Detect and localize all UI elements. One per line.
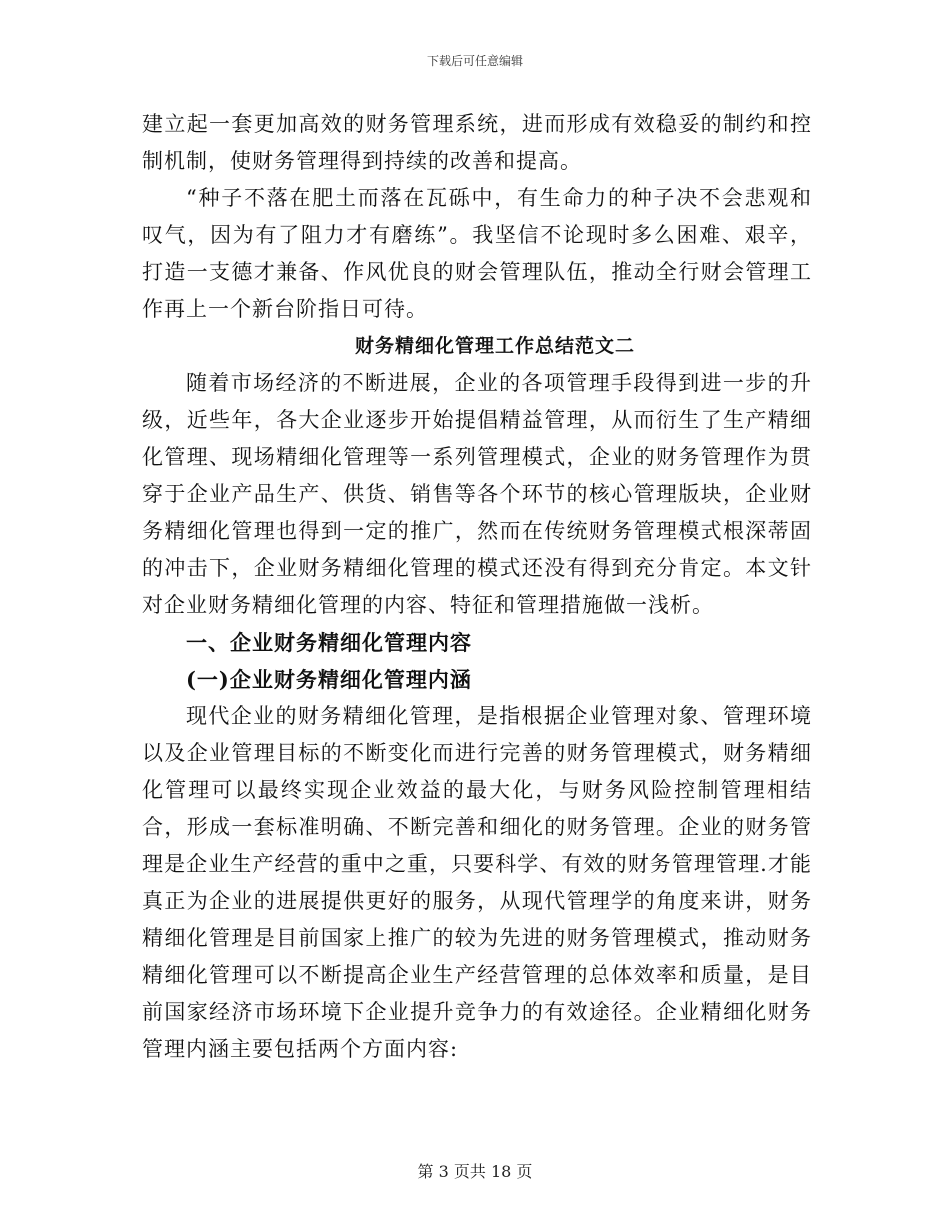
- heading-level-2: (一)企业财务精细化管理内涵: [186, 667, 472, 692]
- paragraph-continuation: 建立起一套更加高效的财务管理系统，进而形成有效稳妥的制约和控制机制，使财务管理得到持续的改善和提高。: [142, 112, 812, 173]
- document-body: [142, 106, 812, 1068]
- paragraph-quote: “种子不落在肥土而落在瓦砾中，有生命力的种子决不会悲观和叹气，因为有了阻力才有磨练”。我坚信不论现时多么困难、艰辛，打造一支德才兼备、作风优良的财会管理队伍，推动全行财会管理工作再上一个新台阶指日可待。: [142, 186, 812, 321]
- paragraph-definition: 现代企业的财务精细化管理，是指根据企业管理对象、管理环境以及企业管理目标的不断变化而进行完善的财务管理模式，财务精细化管理可以最终实现企业效益的最大化，与财务风险控制管理相结合，形成一套标准明确、不断完善和细化的财务管理。企业的财务管理是企业生产经营的重中之重，只要科学、有效的财务管理管理.才能真正为企业的进展提供更好的服务，从现代管理学的角度来讲，财务精细化管理是目前国家上推广的较为先进的财务管理模式，推动财务精细化管理可以不断提高企业生产经营管理的总体效率和质量，是目前国家经济市场环境下企业提升竞争力的有效途径。企业精细化财务管理内涵主要包括两个方面内容:: [142, 704, 812, 1061]
- page-footer: 第 3 页共 18 页: [417, 1162, 533, 1181]
- heading-level-1: 一、企业财务精细化管理内容: [186, 630, 472, 655]
- paragraph-intro: 随着市场经济的不断进展，企业的各项管理手段得到进一步的升级，近些年，各大企业逐步开始提倡精益管理，从而衍生了生产精细化管理、现场精细化管理等一系列管理模式，企业的财务管理作为贯穿于企业产品生产、供货、销售等各个环节的核心管理版块，企业财务精细化管理也得到一定的推广，然而在传统财务管理模式根深蒂固的冲击下，企业财务精细化管理的模式还没有得到充分肯定。本文针对企业财务精细化管理的内容、特征和管理措施做一浅析。: [142, 371, 812, 617]
- page-header: 下载后可任意编辑: [426, 54, 523, 68]
- section-title: 财务精细化管理工作总结范文二: [354, 335, 635, 357]
